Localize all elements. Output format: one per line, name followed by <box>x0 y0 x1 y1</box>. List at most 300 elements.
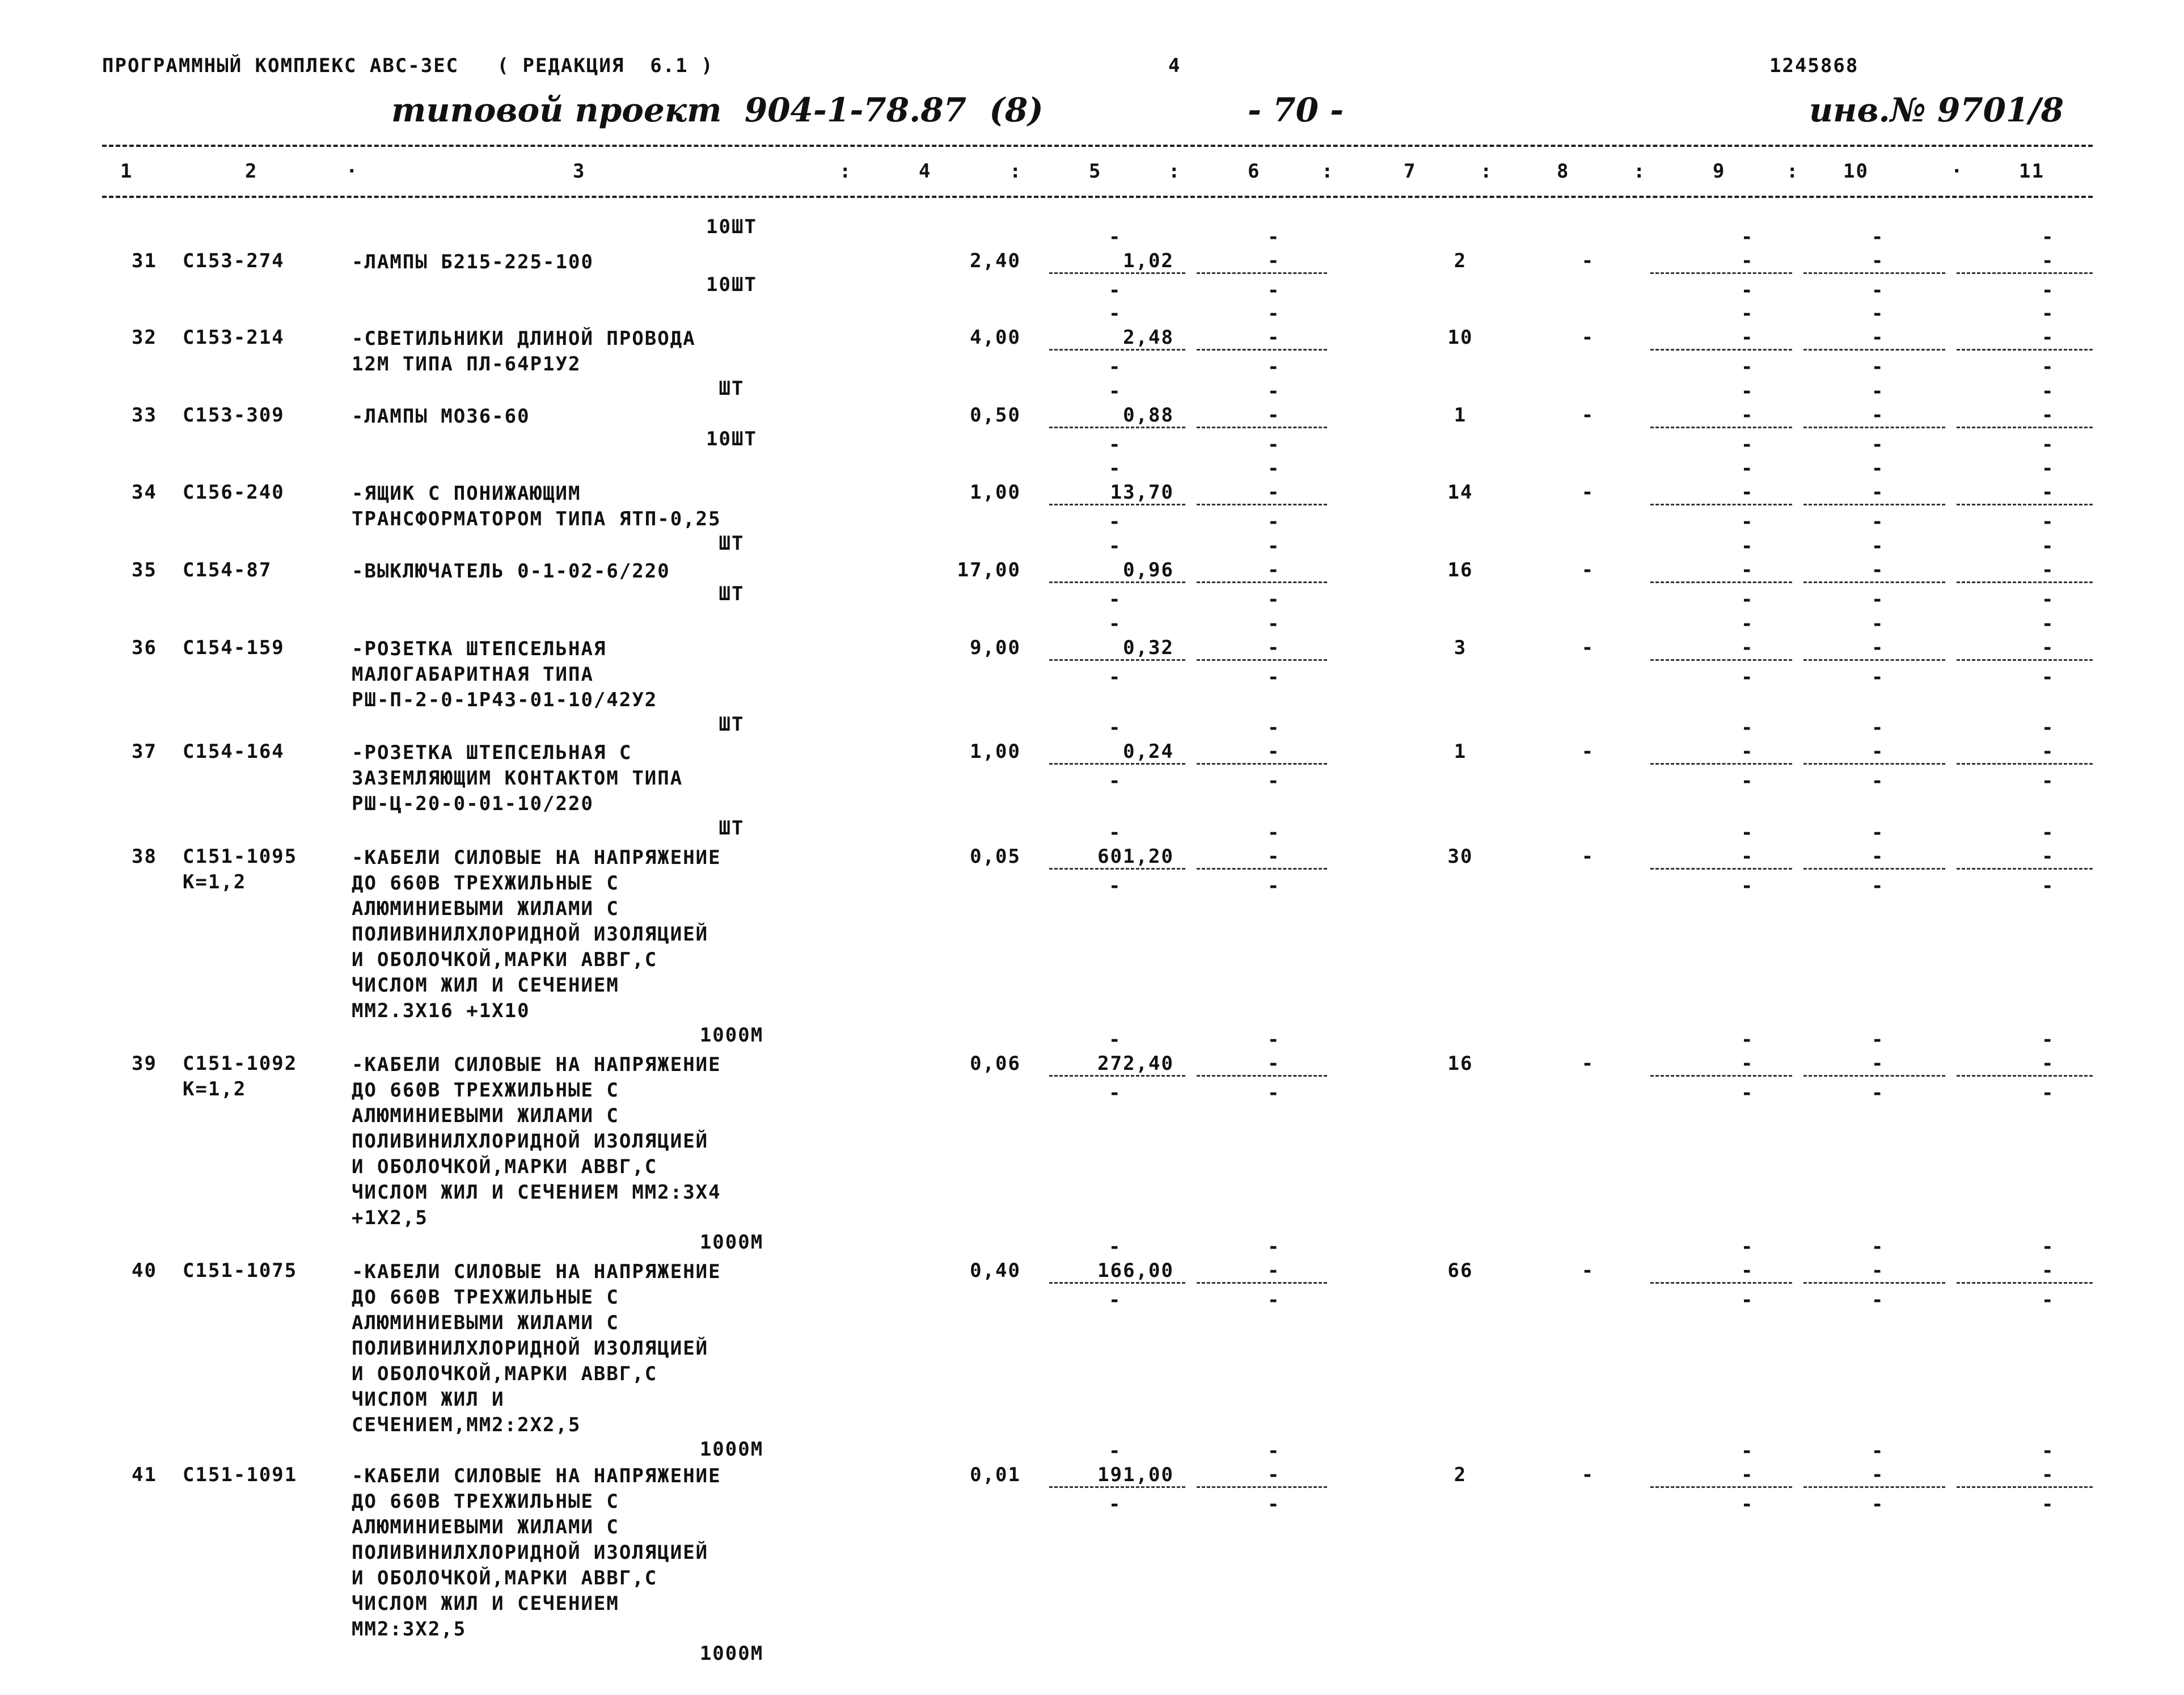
placeholder-dash: - <box>1109 1028 1122 1051</box>
placeholder-dash: - <box>1268 1236 1281 1258</box>
placeholder-dash: - <box>1872 613 1885 635</box>
description-line: МАЛОГАБАРИТНАЯ ТИПА <box>352 663 594 686</box>
placeholder-dash: - <box>1872 875 1885 897</box>
placeholder-dash: - <box>1872 302 1885 325</box>
placeholder-dash: - <box>1268 1440 1281 1462</box>
placeholder-dash: - <box>1109 1440 1122 1462</box>
placeholder-dash: - <box>1872 250 1885 272</box>
cell-col-5: 0,96 <box>1123 559 1174 581</box>
cell-col-6: - <box>1268 404 1281 427</box>
placeholder-dash: - <box>2042 636 2055 659</box>
placeholder-dash: - <box>2042 1259 2055 1282</box>
placeholder-dash: - <box>1741 770 1754 792</box>
cell-col-7: 66 <box>1447 1259 1473 1282</box>
cell-col-6: - <box>1268 481 1281 504</box>
inventory-number: инв.№ 9701/8 <box>1809 91 2064 129</box>
placeholder-dash: - <box>1109 302 1122 325</box>
placeholder-dash: - <box>1109 716 1122 739</box>
row-number: 39 <box>132 1052 157 1075</box>
split-rule <box>1957 349 2093 351</box>
placeholder-dash: - <box>1268 511 1281 533</box>
cell-col-6: - <box>1268 740 1281 763</box>
split-rule <box>1650 427 1792 428</box>
placeholder-dash: - <box>1109 1493 1122 1516</box>
placeholder-dash: - <box>1109 588 1122 611</box>
col-separator: : <box>1168 160 1181 183</box>
description-line: -РОЗЕТКА ШТЕПСЕЛЬНАЯ <box>352 638 607 660</box>
placeholder-dash: - <box>1872 821 1885 844</box>
placeholder-dash: - <box>1109 1236 1122 1258</box>
table-row <box>0 292 2184 400</box>
system-line: ПРОГРАММНЫЙ КОМПЛЕКС АВС-3ЕС ( РЕДАКЦИЯ 6.1 ) <box>102 54 714 77</box>
placeholder-dash: - <box>2042 380 2055 403</box>
col-header-10: 10 <box>1843 160 1869 183</box>
resource-code: С153-214 <box>183 326 285 349</box>
description-line: АЛЮМИНИЕВЫМИ ЖИЛАМИ С <box>352 1104 619 1127</box>
placeholder-dash: - <box>1872 559 1885 581</box>
cell-col-7: 1 <box>1454 740 1467 763</box>
split-rule <box>1049 659 1185 661</box>
col-header-7: 7 <box>1404 160 1417 183</box>
description-line: ТРАНСФОРМАТОРОМ ТИПА ЯТП-0,25 <box>352 508 721 530</box>
placeholder-dash: - <box>1109 279 1122 302</box>
placeholder-dash: - <box>1872 1493 1885 1516</box>
placeholder-dash: - <box>1109 457 1122 480</box>
cell-col-8: - <box>1581 845 1595 868</box>
split-rule <box>1803 427 1945 428</box>
placeholder-dash: - <box>1872 511 1885 533</box>
placeholder-dash: - <box>1109 821 1122 844</box>
placeholder-dash: - <box>1741 380 1754 403</box>
cell-col-6: - <box>1268 250 1281 272</box>
col-separator: · <box>1951 160 1964 183</box>
placeholder-dash: - <box>1741 1259 1754 1282</box>
col-header-6: 6 <box>1248 160 1261 183</box>
cell-col-7: 14 <box>1447 481 1473 504</box>
placeholder-dash: - <box>1872 716 1885 739</box>
description-line: АЛЮМИНИЕВЫМИ ЖИЛАМИ С <box>352 1312 619 1334</box>
row-number: 33 <box>132 404 157 427</box>
split-rule <box>1803 504 1945 505</box>
placeholder-dash: - <box>1109 356 1122 378</box>
placeholder-dash: - <box>1741 326 1754 349</box>
cell-col-6: - <box>1268 845 1281 868</box>
placeholder-dash: - <box>1268 279 1281 302</box>
resource-code: С151-1092 <box>183 1052 298 1075</box>
placeholder-dash: - <box>1872 226 1885 248</box>
cell-col-7: 16 <box>1447 1052 1473 1075</box>
placeholder-dash: - <box>1109 433 1122 456</box>
placeholder-dash: - <box>1741 559 1754 581</box>
placeholder-dash: - <box>1741 250 1754 272</box>
unit-of-measure: ШТ <box>719 377 745 400</box>
page-number: 4 <box>1168 54 1181 77</box>
split-rule <box>1197 349 1327 351</box>
placeholder-dash: - <box>1109 380 1122 403</box>
col-header-5: 5 <box>1089 160 1102 183</box>
cell-col-8: - <box>1581 481 1595 504</box>
placeholder-dash: - <box>2042 875 2055 897</box>
unit-of-measure: ШТ <box>719 713 745 736</box>
cell-col-7: 2 <box>1454 1464 1467 1486</box>
cell-col-8: - <box>1581 636 1595 659</box>
description-line: И ОБОЛОЧКОЙ,МАРКИ АВВГ,С <box>352 1363 658 1385</box>
placeholder-dash: - <box>1872 1028 1885 1051</box>
cell-col-7: 16 <box>1447 559 1473 581</box>
cell-col-5: 13,70 <box>1110 481 1174 504</box>
cell-col-4: 2,40 <box>970 250 1021 272</box>
placeholder-dash: - <box>1872 845 1885 868</box>
split-rule <box>1049 868 1185 870</box>
placeholder-dash: - <box>1741 481 1754 504</box>
unit-of-measure: 1000М <box>699 1024 764 1047</box>
placeholder-dash: - <box>2042 588 2055 611</box>
col-header-1: 1 <box>120 160 133 183</box>
placeholder-dash: - <box>1268 457 1281 480</box>
col-separator: : <box>1321 160 1334 183</box>
cell-col-4: 1,00 <box>970 481 1021 504</box>
description-line: -КАБЕЛИ СИЛОВЫЕ НА НАПРЯЖЕНИЕ <box>352 1053 721 1076</box>
cell-col-7: 30 <box>1447 845 1473 868</box>
placeholder-dash: - <box>1872 740 1885 763</box>
col-separator: : <box>1480 160 1493 183</box>
split-rule <box>1957 581 2093 583</box>
cell-col-4: 4,00 <box>970 326 1021 349</box>
placeholder-dash: - <box>1872 636 1885 659</box>
split-rule <box>1957 272 2093 274</box>
split-rule <box>1650 272 1792 274</box>
table-row <box>0 447 2184 555</box>
placeholder-dash: - <box>1741 1236 1754 1258</box>
placeholder-dash: - <box>1109 1082 1122 1104</box>
description-line: СЕЧЕНИЕМ,ММ2:2Х2,5 <box>352 1414 581 1436</box>
cell-col-5: 0,24 <box>1123 740 1174 763</box>
description-line: ПОЛИВИНИЛХЛОРИДНОЙ ИЗОЛЯЦИЕЙ <box>352 1541 709 1564</box>
placeholder-dash: - <box>2042 1082 2055 1104</box>
split-rule <box>1650 1075 1792 1077</box>
placeholder-dash: - <box>1741 279 1754 302</box>
placeholder-dash: - <box>1872 481 1885 504</box>
col-header-9: 9 <box>1713 160 1726 183</box>
placeholder-dash: - <box>1741 356 1754 378</box>
placeholder-dash: - <box>1872 588 1885 611</box>
project-title: типовой проект 904-1-78.87 (8) <box>391 91 1044 129</box>
description-line: АЛЮМИНИЕВЫМИ ЖИЛАМИ С <box>352 1516 619 1538</box>
placeholder-dash: - <box>2042 457 2055 480</box>
placeholder-dash: - <box>1268 302 1281 325</box>
placeholder-dash: - <box>1741 1028 1754 1051</box>
placeholder-dash: - <box>1268 226 1281 248</box>
row-number: 37 <box>132 740 157 763</box>
resource-code: С151-1075 <box>183 1259 298 1282</box>
description-line: ДО 660В ТРЕХЖИЛЬНЫЕ С <box>352 1079 619 1102</box>
header-bottom-rule <box>102 196 2093 198</box>
placeholder-dash: - <box>2042 1289 2055 1312</box>
split-rule <box>1197 427 1327 428</box>
description-line: -ЛАМПЫ Б215-225-100 <box>352 251 594 273</box>
unit-of-measure: ШТ <box>719 583 745 605</box>
description-line: ПОЛИВИНИЛХЛОРИДНОЙ ИЗОЛЯЦИЕЙ <box>352 1130 709 1153</box>
description-line: 12М ТИПА ПЛ-64Р1У2 <box>352 353 581 376</box>
placeholder-dash: - <box>1268 1082 1281 1104</box>
cell-col-4: 9,00 <box>970 636 1021 659</box>
placeholder-dash: - <box>1268 875 1281 897</box>
cell-col-5: 166,00 <box>1097 1259 1174 1282</box>
placeholder-dash: - <box>2042 250 2055 272</box>
placeholder-dash: - <box>2042 1236 2055 1258</box>
table-row <box>0 706 2184 840</box>
placeholder-dash: - <box>1872 433 1885 456</box>
cell-col-6: - <box>1268 1464 1281 1486</box>
placeholder-dash: - <box>1741 716 1754 739</box>
placeholder-dash: - <box>1268 356 1281 378</box>
split-rule <box>1650 659 1792 661</box>
table-row <box>0 602 2184 736</box>
row-number: 32 <box>132 326 157 349</box>
split-rule <box>1803 763 1945 765</box>
resource-code: С151-1095 <box>183 845 298 868</box>
placeholder-dash: - <box>2042 226 2055 248</box>
split-rule <box>1803 272 1945 274</box>
description-line: -ВЫКЛЮЧАТЕЛЬ 0-1-02-6/220 <box>352 560 670 583</box>
col-separator: · <box>346 160 359 183</box>
unit-of-measure: ШТ <box>719 817 745 840</box>
description-line: -РОЗЕТКА ШТЕПСЕЛЬНАЯ С <box>352 741 632 764</box>
description-line: И ОБОЛОЧКОЙ,МАРКИ АВВГ,С <box>352 1567 658 1589</box>
description-line: АЛЮМИНИЕВЫМИ ЖИЛАМИ С <box>352 897 619 920</box>
split-rule <box>1957 1486 2093 1488</box>
description-line: +1Х2,5 <box>352 1207 428 1229</box>
placeholder-dash: - <box>1741 1440 1754 1462</box>
placeholder-dash: - <box>1741 226 1754 248</box>
split-rule <box>1803 1486 1945 1488</box>
placeholder-dash: - <box>1741 666 1754 689</box>
cell-col-5: 2,48 <box>1123 326 1174 349</box>
placeholder-dash: - <box>1741 511 1754 533</box>
split-rule <box>1957 1075 2093 1077</box>
placeholder-dash: - <box>1741 1082 1754 1104</box>
description-line: ЗАЗЕМЛЯЮЩИМ КОНТАКТОМ ТИПА <box>352 767 683 790</box>
cell-col-7: 3 <box>1454 636 1467 659</box>
row-number: 38 <box>132 845 157 868</box>
placeholder-dash: - <box>2042 845 2055 868</box>
placeholder-dash: - <box>1872 279 1885 302</box>
split-rule <box>1803 349 1945 351</box>
cell-col-8: - <box>1581 250 1595 272</box>
placeholder-dash: - <box>1872 326 1885 349</box>
split-rule <box>1049 349 1185 351</box>
split-rule <box>1957 1282 2093 1284</box>
placeholder-dash: - <box>2042 1493 2055 1516</box>
placeholder-dash: - <box>1109 511 1122 533</box>
placeholder-dash: - <box>1872 457 1885 480</box>
placeholder-dash: - <box>1109 1289 1122 1312</box>
placeholder-dash: - <box>1872 770 1885 792</box>
col-separator: : <box>1009 160 1023 183</box>
split-rule <box>1803 1282 1945 1284</box>
split-rule <box>1197 581 1327 583</box>
placeholder-dash: - <box>2042 356 2055 378</box>
split-rule <box>1049 763 1185 765</box>
cell-col-7: 2 <box>1454 250 1467 272</box>
placeholder-dash: - <box>2042 1464 2055 1486</box>
resource-code: С153-309 <box>183 404 285 427</box>
placeholder-dash: - <box>2042 326 2055 349</box>
unit-of-measure: 10ШТ <box>706 273 757 296</box>
placeholder-dash: - <box>1268 433 1281 456</box>
cell-col-4: 0,40 <box>970 1259 1021 1282</box>
placeholder-dash: - <box>1872 1052 1885 1075</box>
cell-col-6: - <box>1268 326 1281 349</box>
cell-col-6: - <box>1268 636 1281 659</box>
col-header-4: 4 <box>919 160 932 183</box>
placeholder-dash: - <box>2042 559 2055 581</box>
split-rule <box>1197 763 1327 765</box>
split-rule <box>1197 1075 1327 1077</box>
row-number: 40 <box>132 1259 157 1282</box>
cell-col-8: - <box>1581 559 1595 581</box>
placeholder-dash: - <box>2042 1028 2055 1051</box>
row-number: 35 <box>132 559 157 581</box>
placeholder-dash: - <box>1268 380 1281 403</box>
placeholder-dash: - <box>1109 666 1122 689</box>
placeholder-dash: - <box>1741 1493 1754 1516</box>
split-rule <box>1197 504 1327 505</box>
placeholder-dash: - <box>1872 535 1885 558</box>
cell-col-5: 0,32 <box>1123 636 1174 659</box>
placeholder-dash: - <box>1872 1440 1885 1462</box>
placeholder-dash: - <box>2042 666 2055 689</box>
placeholder-dash: - <box>1872 1259 1885 1282</box>
document-number: 1245868 <box>1769 54 1859 77</box>
resource-code: С151-1091 <box>183 1464 298 1486</box>
cell-col-8: - <box>1581 1259 1595 1282</box>
row-number: 34 <box>132 481 157 504</box>
cell-col-4: 0,01 <box>970 1464 1021 1486</box>
unit-of-measure: 1000М <box>699 1438 764 1461</box>
placeholder-dash: - <box>1872 356 1885 378</box>
placeholder-dash: - <box>1741 613 1754 635</box>
placeholder-dash: - <box>1741 457 1754 480</box>
placeholder-dash: - <box>1268 666 1281 689</box>
placeholder-dash: - <box>2042 302 2055 325</box>
placeholder-dash: - <box>1268 588 1281 611</box>
placeholder-dash: - <box>1741 302 1754 325</box>
placeholder-dash: - <box>1268 535 1281 558</box>
placeholder-dash: - <box>1741 1464 1754 1486</box>
placeholder-dash: - <box>2042 716 2055 739</box>
col-separator: : <box>1786 160 1799 183</box>
row-number: 41 <box>132 1464 157 1486</box>
col-separator: : <box>1633 160 1646 183</box>
cell-col-5: 272,40 <box>1097 1052 1174 1075</box>
cell-col-5: 601,20 <box>1097 845 1174 868</box>
description-line: РШ-Ц-20-0-01-10/220 <box>352 792 594 815</box>
placeholder-dash: - <box>1741 875 1754 897</box>
split-rule <box>1650 504 1792 505</box>
row-number: 36 <box>132 636 157 659</box>
description-line: ПОЛИВИНИЛХЛОРИДНОЙ ИЗОЛЯЦИЕЙ <box>352 1337 709 1360</box>
placeholder-dash: - <box>1741 1052 1754 1075</box>
unit-of-measure: 1000М <box>699 1231 764 1254</box>
resource-code: С154-159 <box>183 636 285 659</box>
col-header-8: 8 <box>1557 160 1570 183</box>
split-rule <box>1650 763 1792 765</box>
description-line: ЧИСЛОМ ЖИЛ И СЕЧЕНИЕМ ММ2:3Х4 <box>352 1181 721 1204</box>
split-rule <box>1957 427 2093 428</box>
cell-col-5: 1,02 <box>1123 250 1174 272</box>
split-rule <box>1049 427 1185 428</box>
placeholder-dash: - <box>2042 433 2055 456</box>
placeholder-dash: - <box>1741 433 1754 456</box>
placeholder-dash: - <box>1872 1464 1885 1486</box>
cell-col-8: - <box>1581 404 1595 427</box>
placeholder-dash: - <box>2042 1440 2055 1462</box>
cell-col-8: - <box>1581 1464 1595 1486</box>
placeholder-dash: - <box>2042 511 2055 533</box>
description-line: ДО 660В ТРЕХЖИЛЬНЫЕ С <box>352 1286 619 1309</box>
cell-col-4: 0,50 <box>970 404 1021 427</box>
col-separator: : <box>839 160 852 183</box>
resource-code: С154-164 <box>183 740 285 763</box>
sheet-number: - 70 - <box>1248 91 1344 129</box>
cell-col-4: 0,05 <box>970 845 1021 868</box>
split-rule <box>1049 1075 1185 1077</box>
description-line: ЧИСЛОМ ЖИЛ И СЕЧЕНИЕМ <box>352 974 619 997</box>
placeholder-dash: - <box>1872 1289 1885 1312</box>
resource-code: С154-87 <box>183 559 272 581</box>
description-line: И ОБОЛОЧКОЙ,МАРКИ АВВГ,С <box>352 1156 658 1178</box>
unit-of-measure: 10ШТ <box>706 428 757 450</box>
split-rule <box>1803 581 1945 583</box>
cell-col-8: - <box>1581 326 1595 349</box>
split-rule <box>1957 504 2093 505</box>
placeholder-dash: - <box>2042 821 2055 844</box>
description-line: ММ2:3Х2,5 <box>352 1618 467 1641</box>
cell-col-6: - <box>1268 559 1281 581</box>
split-rule <box>1049 272 1185 274</box>
resource-code: С153-274 <box>183 250 285 272</box>
placeholder-dash: - <box>1741 636 1754 659</box>
placeholder-dash: - <box>1109 226 1122 248</box>
coefficient: К=1,2 <box>183 1078 247 1101</box>
placeholder-dash: - <box>1741 740 1754 763</box>
description-line: -ЛАМПЫ МО36-60 <box>352 405 530 428</box>
table-row <box>0 1225 2184 1461</box>
split-rule <box>1650 1486 1792 1488</box>
description-line: ПОЛИВИНИЛХЛОРИДНОЙ ИЗОЛЯЦИЕЙ <box>352 923 709 946</box>
placeholder-dash: - <box>1109 613 1122 635</box>
placeholder-dash: - <box>1268 716 1281 739</box>
split-rule <box>1049 1486 1185 1488</box>
split-rule <box>1197 659 1327 661</box>
description-line: ДО 660В ТРЕХЖИЛЬНЫЕ С <box>352 872 619 895</box>
unit-of-measure: 1000М <box>699 1642 764 1665</box>
description-line: И ОБОЛОЧКОЙ,МАРКИ АВВГ,С <box>352 948 658 971</box>
split-rule <box>1650 349 1792 351</box>
description-line: -КАБЕЛИ СИЛОВЫЕ НА НАПРЯЖЕНИЕ <box>352 1260 721 1283</box>
split-rule <box>1197 1486 1327 1488</box>
unit-top: 10ШТ <box>706 216 757 238</box>
cell-col-6: - <box>1268 1259 1281 1282</box>
split-rule <box>1197 272 1327 274</box>
placeholder-dash: - <box>2042 740 2055 763</box>
placeholder-dash: - <box>1741 1289 1754 1312</box>
placeholder-dash: - <box>1268 1289 1281 1312</box>
description-line: РШ-П-2-0-1Р43-01-10/42У2 <box>352 689 658 711</box>
description-line: -КАБЕЛИ СИЛОВЫЕ НА НАПРЯЖЕНИЕ <box>352 846 721 869</box>
split-rule <box>1957 659 2093 661</box>
